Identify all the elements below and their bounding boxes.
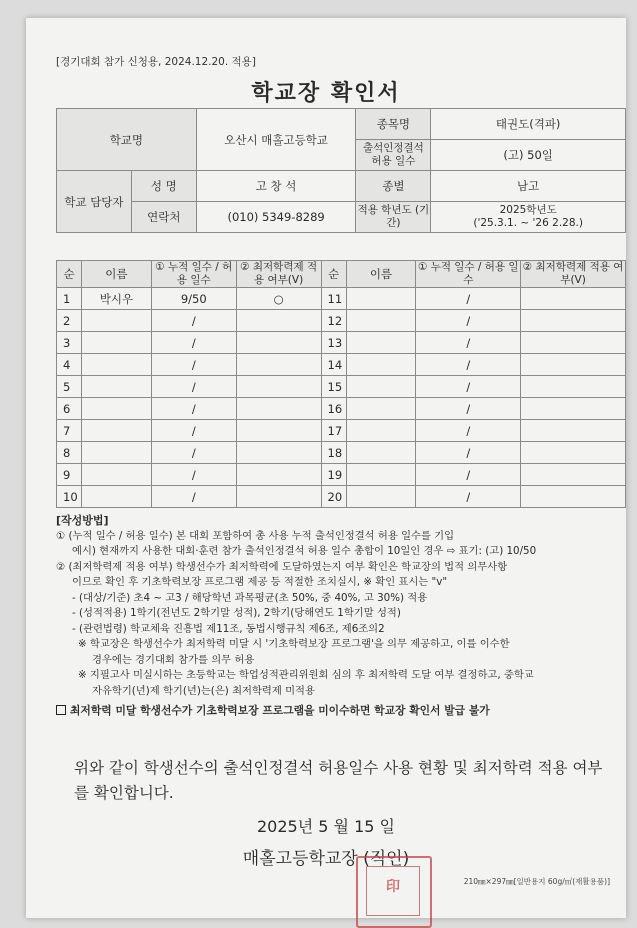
row-name	[346, 288, 416, 310]
row-days: /	[416, 354, 521, 376]
row-no: 15	[321, 376, 346, 398]
row-name	[81, 442, 151, 464]
row-no: 18	[321, 442, 346, 464]
row-name	[346, 310, 416, 332]
table-row	[57, 398, 626, 420]
instr-note2-a: ※ 지필고사 미실시하는 초등학교는 학업성적관리위원회 심의 후 최저학력 도달 여부 결정하고, 중학교	[78, 669, 534, 681]
table-row	[57, 442, 626, 464]
row-min	[521, 442, 626, 464]
row-name	[81, 420, 151, 442]
col-no-right: 순	[321, 261, 346, 288]
row-days: /	[416, 310, 521, 332]
row-days: /	[151, 464, 236, 486]
row-days: /	[151, 310, 236, 332]
row-no: 3	[57, 332, 82, 354]
contact-label: 연락처	[131, 202, 196, 233]
row-min	[236, 376, 321, 398]
row-days: /	[151, 486, 236, 508]
row-days: /	[416, 420, 521, 442]
name-value: 고 창 석	[196, 171, 356, 202]
row-min	[521, 464, 626, 486]
row-no: 8	[57, 442, 82, 464]
row-days: /	[151, 354, 236, 376]
row-min	[521, 486, 626, 508]
row-min	[236, 464, 321, 486]
school-value: 오산시 매홀고등학교	[196, 109, 356, 171]
signature: 매홀고등학교장 (직인)	[242, 849, 410, 869]
col-min-left: ② 최저학력제 적용 여부(V)	[236, 261, 321, 288]
instr-sub3: - (관련법령) 학교체육 진흥법 제11조, 동법시행규칙 제6조, 제6조의2	[72, 622, 385, 635]
warning-text: 최저학력 미달 학생선수가 기초학력보장 프로그램을 미이수하면 학교장 확인서 발급 불가	[70, 704, 490, 717]
instr-item2-a: ② (최저학력제 적용 여부) 학생선수가 최저학력에 도달하였는지 여부 확인은 학교장의 법적 의무사항	[56, 560, 508, 573]
row-name	[81, 464, 151, 486]
year-value: 2025학년도	[499, 204, 557, 216]
row-no: 9	[57, 464, 82, 486]
row-name	[346, 442, 416, 464]
row-min	[236, 310, 321, 332]
document-page	[26, 18, 626, 918]
row-no: 4	[57, 354, 82, 376]
row-no: 7	[57, 420, 82, 442]
row-min	[521, 354, 626, 376]
checkbox-icon	[56, 705, 66, 715]
document-title: 학교장 확인서	[251, 81, 401, 106]
attendance-label: 출석인정결석 허용 일수	[356, 140, 431, 171]
row-name	[346, 332, 416, 354]
attendance-value: (고) 50일	[431, 140, 626, 171]
gender-label: 종별	[356, 171, 431, 202]
row-days: /	[151, 420, 236, 442]
school-label: 학교명	[57, 109, 197, 171]
header-note: [경기대회 참가 신청용, 2024.12.20. 적용]	[56, 56, 256, 68]
year-period: ('25.3.1. ~ '26 2.28.)	[473, 217, 583, 229]
contact-value: (010) 5349-8289	[196, 202, 356, 233]
student-table	[56, 260, 626, 508]
instr-item1-b: 예시) 현재까지 사용한 대회·훈련 참가 출석인정결석 허용 일수 총합이 10일인 경우 ⇨ 표기: (고) 10/50	[72, 545, 537, 557]
row-no: 5	[57, 376, 82, 398]
col-days-right: ① 누적 일수 / 허용 일수	[416, 261, 521, 288]
row-days: 9/50	[151, 288, 236, 310]
row-no: 19	[321, 464, 346, 486]
instr-sub2: - (성적적용) 1학기(전년도 2학기말 성적), 2학기(당해연도 1학기말 성적)	[72, 607, 401, 619]
instr-note2-b: 자유학기(년)제 학기(년)는(은) 최저학력제 미적용	[92, 684, 315, 697]
row-min	[521, 332, 626, 354]
row-days: /	[151, 442, 236, 464]
row-min	[521, 310, 626, 332]
table-row	[57, 288, 626, 310]
instr-note1-a: ※ 학교장은 학생선수가 최저학력 미달 시 '기초학력보장 프로그램'을 의무 제공하고, 이를 이수한	[78, 638, 510, 650]
row-name	[81, 486, 151, 508]
row-no: 14	[321, 354, 346, 376]
year-cell	[431, 202, 626, 233]
row-name	[81, 332, 151, 354]
table-row	[57, 310, 626, 332]
instr-item1-a: ① (누적 일수 / 허용 일수) 본 대회 포함하여 총 사용 누적 출석인정결석 허용 일수를 기입	[56, 529, 455, 542]
row-no: 16	[321, 398, 346, 420]
instr-note1-b: 경우에는 경기대회 참가를 의무 허용	[92, 653, 255, 666]
row-no: 20	[321, 486, 346, 508]
row-no: 1	[57, 288, 82, 310]
table-row	[57, 332, 626, 354]
staff-label: 학교 담당자	[57, 171, 132, 233]
instructions-heading: [작성방법]	[56, 514, 109, 527]
row-no: 17	[321, 420, 346, 442]
row-min	[521, 420, 626, 442]
col-name-left: 이름	[81, 261, 151, 288]
row-min	[521, 376, 626, 398]
row-name	[346, 354, 416, 376]
paper-info: 210㎜×297㎜[일반용지 60g/㎡(재활용품)]	[463, 877, 610, 886]
row-name	[346, 398, 416, 420]
year-label: 적용 학년도 (기간)	[356, 202, 431, 233]
row-name	[346, 376, 416, 398]
row-name	[346, 464, 416, 486]
row-name	[81, 398, 151, 420]
row-days: /	[416, 486, 521, 508]
row-min	[236, 354, 321, 376]
table-row	[57, 376, 626, 398]
official-seal-icon: 印	[356, 856, 432, 928]
row-no: 6	[57, 398, 82, 420]
table-row	[57, 486, 626, 508]
row-days: /	[416, 288, 521, 310]
gender-value: 남고	[431, 171, 626, 202]
row-no: 2	[57, 310, 82, 332]
row-days: /	[416, 332, 521, 354]
table-row	[57, 464, 626, 486]
col-no-left: 순	[57, 261, 82, 288]
row-days: /	[151, 376, 236, 398]
row-min	[236, 420, 321, 442]
row-no: 13	[321, 332, 346, 354]
instructions	[56, 513, 621, 719]
row-days: /	[416, 376, 521, 398]
sport-label: 종목명	[356, 109, 431, 140]
row-min	[521, 288, 626, 310]
instr-item2-b: 이므로 확인 후 기초학력보장 프로그램 제공 등 적절한 조치실시, ※ 확인 표시는 "v"	[72, 576, 448, 588]
row-name	[346, 420, 416, 442]
row-min: ○	[236, 288, 321, 310]
name-label: 성 명	[131, 171, 196, 202]
row-no: 11	[321, 288, 346, 310]
row-days: /	[416, 398, 521, 420]
row-name	[81, 376, 151, 398]
date: 2025년 5 월 15 일	[257, 817, 395, 836]
row-min	[236, 442, 321, 464]
col-min-right: ② 최저학력제 적용 여부(V)	[521, 261, 626, 288]
row-no: 12	[321, 310, 346, 332]
table-row	[57, 420, 626, 442]
row-days: /	[416, 464, 521, 486]
row-no: 10	[57, 486, 82, 508]
row-min	[236, 486, 321, 508]
row-days: /	[151, 332, 236, 354]
row-name: 박시우	[81, 288, 151, 310]
col-name-right: 이름	[346, 261, 416, 288]
instr-sub1: - (대상/기준) 초4 ~ 고3 / 해당학년 과목평균(초 50%, 중 40%, 고 30%) 적용	[72, 591, 428, 604]
row-min	[521, 398, 626, 420]
row-min	[236, 398, 321, 420]
sport-value: 태권도(격파)	[431, 109, 626, 140]
table-row	[57, 354, 626, 376]
info-table	[56, 108, 626, 233]
row-name	[81, 354, 151, 376]
row-name	[346, 486, 416, 508]
warning-line	[56, 703, 621, 719]
row-name	[81, 310, 151, 332]
row-days: /	[416, 442, 521, 464]
confirm-text: 위와 같이 학생선수의 출석인정결석 허용일수 사용 현황 및 최저학력 적용 여부를 확인합니다.	[74, 759, 603, 802]
col-days-left: ① 누적 일수 / 허용 일수	[151, 261, 236, 288]
row-days: /	[151, 398, 236, 420]
row-min	[236, 332, 321, 354]
